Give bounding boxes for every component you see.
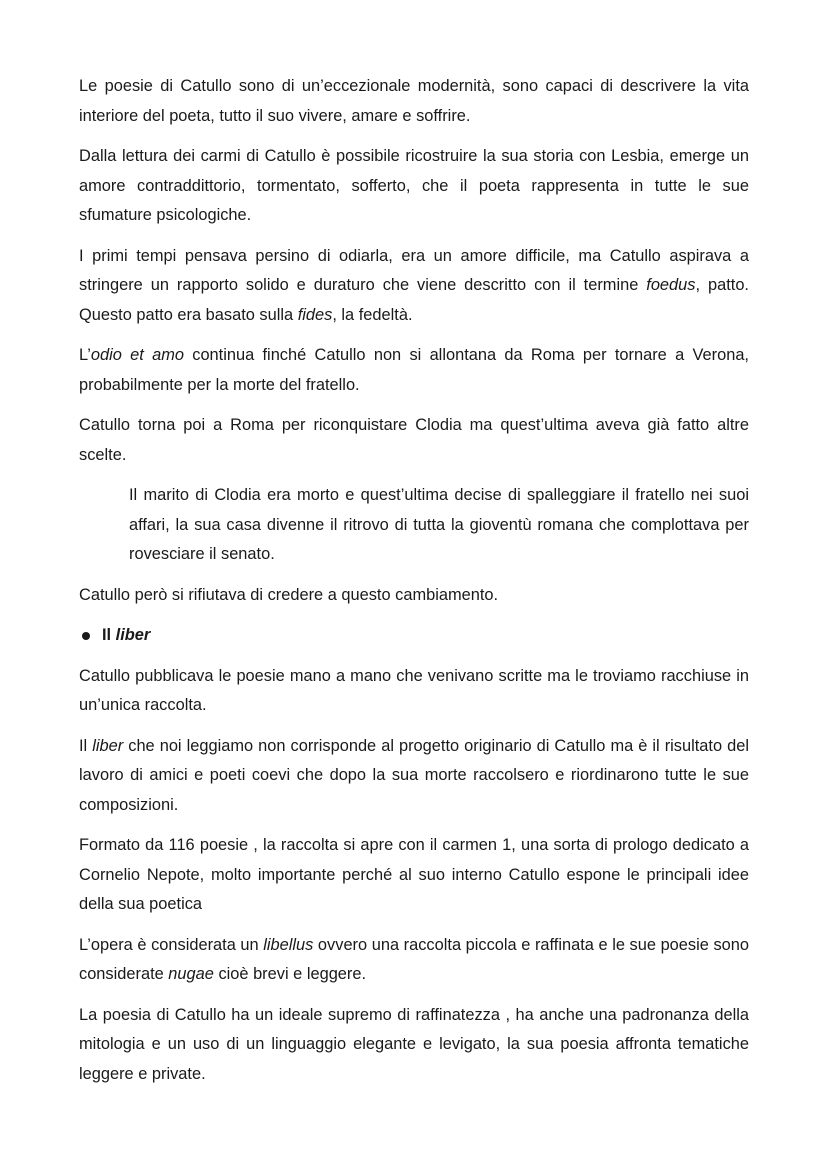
text-run: cioè brevi e leggere. [213, 965, 367, 983]
text-run: continua finché Catullo non si allontana da Roma per tornare a Verona, probabilmente per la morte del fratello. [79, 346, 749, 394]
document-page [79, 72, 749, 1100]
text-run: Dalla lettura dei carmi di Catullo è possibile ricostruire la sua storia con Lesbia, emerge un amore contraddittorio, tormentato, sofferto, che il poeta rappresenta in tutte le sue sfumature psicologiche. [79, 147, 749, 224]
paragraph [79, 931, 749, 990]
text-run: che noi leggiamo non corrisponde al progetto originario di Catullo ma è il risultato del lavoro di amici e poeti coevi che dopo la sua morte raccolsero e riordinarono tutte le sue composizioni. [79, 736, 749, 814]
text-run: , la fedeltà. [332, 305, 413, 324]
text-run: Il marito di Clodia era morto e quest’ultima decise di spalleggiare il fratello nei suoi affari, la sua casa divenne il ritrovo di tutta la gioventù romana che complottava per rovesciare il senato. [129, 486, 749, 563]
text-run: Le poesie di Catullo sono di un’eccezionale modernità, sono capaci di descrivere la vita interiore del poeta, tutto il suo vivere, amare e soffrire. [79, 77, 749, 125]
text-run: L’ [79, 346, 91, 364]
text-run: Il [102, 626, 116, 644]
italic-term: fides [297, 305, 333, 324]
section-heading [79, 621, 749, 651]
italic-term: odio et amo [90, 346, 184, 364]
paragraph [79, 411, 749, 470]
italic-term: liber [92, 736, 124, 755]
bullet-icon [82, 632, 90, 640]
paragraph [79, 732, 749, 821]
italic-term: libellus [263, 935, 314, 954]
paragraph [79, 341, 749, 400]
indented-paragraph [129, 481, 749, 570]
text-run: L’opera è considerata un [79, 935, 264, 954]
text-run: I primi tempi pensava persino di odiarla, era un amore difficile, ma Catullo aspirava a stringere un rapporto solido e duraturo che viene descritto con il termine [79, 246, 749, 294]
text-run: ovvero una raccolta piccola e raffinata e le sue poesie sono considerate [79, 935, 749, 983]
text-run: La poesia di Catullo ha un ideale supremo di raffinatezza , ha anche una padronanza della mitologia e un uso di un linguaggio elegante e levigato, la sua poesia affronta tematiche leggere e private. [79, 1005, 749, 1083]
italic-term: nugae [168, 965, 214, 983]
paragraph [79, 581, 749, 611]
italic-term: liber [115, 626, 151, 644]
text-run: Catullo però si rifiutava di credere a questo cambiamento. [79, 585, 499, 604]
text-run: , patto. Questo patto era basato sulla [79, 276, 749, 324]
paragraph [79, 142, 749, 231]
italic-term: foedus [646, 276, 696, 294]
paragraph [79, 831, 749, 920]
paragraph [79, 1001, 749, 1090]
section-heading-text [102, 621, 150, 651]
text-run: Catullo pubblicava le poesie mano a mano che venivano scritte ma le troviamo racchiuse in un’unica raccolta. [79, 666, 749, 714]
text-run: Catullo torna poi a Roma per riconquistare Clodia ma quest’ultima aveva già fatto altre scelte. [79, 416, 749, 464]
text-run: Il [79, 736, 93, 755]
paragraph [79, 242, 749, 331]
paragraph [79, 72, 749, 131]
paragraph [79, 662, 749, 721]
text-run: Formato da 116 poesie , la raccolta si apre con il carmen 1, una sorta di prologo dedicato a Cornelio Nepote, molto importante perché al suo interno Catullo espone le principali idee della sua poetica [79, 836, 749, 913]
